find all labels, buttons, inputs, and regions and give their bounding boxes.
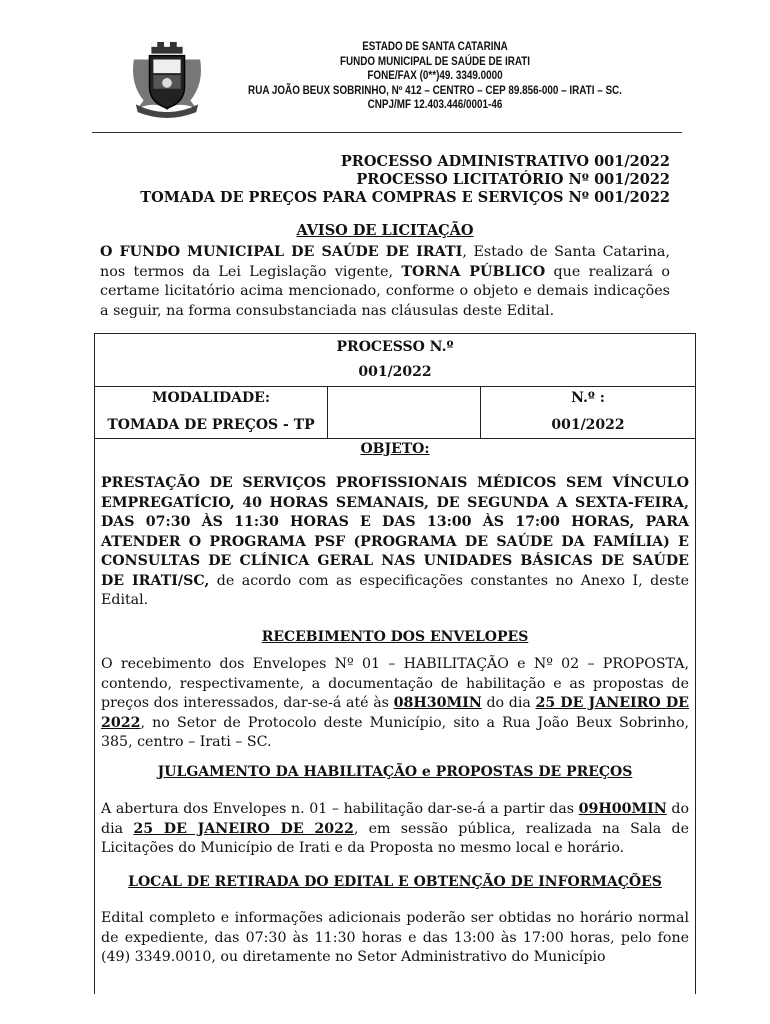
process-label: PROCESSO N.º — [336, 339, 454, 355]
coat-of-arms-icon — [128, 40, 206, 118]
tomada-precos: TOMADA DE PREÇOS PARA COMPRAS E SERVIÇOS Nº 001/2022 — [140, 189, 670, 206]
intro-text-1: , Estado de Santa Catarina, nos termos da Lei Legislação vigente, — [100, 244, 670, 280]
process-value: 001/2022 — [358, 364, 432, 380]
intro-bold-1: O FUNDO MUNICIPAL DE SAÚDE DE IRATI — [100, 244, 463, 260]
cnpj: CNPJ/MF 12.403.446/0001-46 — [367, 99, 503, 111]
header-divider — [92, 132, 682, 133]
intro-bold-2: TORNA PÚBLICO — [401, 263, 546, 280]
modality-cell — [95, 386, 328, 438]
object-bold: PRESTAÇÃO DE SERVIÇOS PROFISSIONAIS MÉDICOS SEM VÍNCULO EMPREGATÍCIO, 40 HORAS SEMANAIS, DE SEGUNDA A SEXTA-FEIRA, DAS 07:30 ÀS 11:30 HORAS E DAS 13:00 ÀS 17:00 HORAS, PARA ATENDER O PROGRAMA PSF (PROGRAMA DE SAÚDE DA FAMÍLIA) E CONSULTAS DE CLÍNICA GERAL NAS UNIDADES BÁSICAS DE SAÚDE DE IRATI/SC, — [101, 475, 689, 589]
letterhead — [0, 36, 770, 136]
envelopes-text — [101, 655, 689, 753]
object-rest: de acordo com as especificações constantes no Anexo I, deste Edital. — [101, 572, 689, 608]
process-row — [95, 334, 695, 387]
notice-title: AVISO DE LICITAÇÃO — [296, 222, 474, 239]
judgment-text — [101, 800, 689, 859]
envelopes-text-3: , no Setor de Protocolo deste Município, sito a Rua João Beux Sobrinho, 385, centro – Irati – SC. — [101, 714, 689, 750]
process-admin: PROCESSO ADMINISTRATIVO 001/2022 — [340, 153, 670, 170]
object-title: OBJETO: — [360, 441, 430, 457]
envelopes-title: RECEBIMENTO DOS ENVELOPES — [261, 629, 529, 645]
modality-label: MODALIDADE: — [151, 390, 271, 406]
judgment-title: JULGAMENTO DA HABILITAÇÃO e PROPOSTAS DE PREÇOS — [157, 764, 633, 780]
judgment-text-2: do dia — [101, 801, 689, 837]
notice-box — [94, 333, 696, 994]
judgment-text-3: , em sessão pública, realizada na Sala de Licitações do Município de Irati e da Proposta no mesmo local e horário. — [101, 820, 689, 856]
number-label: N.º : — [571, 390, 605, 406]
number-value: 001/2022 — [551, 417, 625, 433]
fund-name: FUNDO MUNICIPAL DE SAÚDE DE IRATI — [339, 55, 531, 68]
modality-row — [95, 386, 695, 439]
state-name: ESTADO DE SANTA CATARINA — [362, 41, 508, 53]
envelopes-text-2: do dia — [481, 695, 536, 711]
judgment-text-1: A abertura dos Envelopes n. 01 – habilitação dar-se-á a partir das — [101, 801, 579, 817]
object-text — [101, 474, 689, 611]
edital-text: Edital completo e informações adicionais poderão ser obtidas no horário normal de expediente, das 07:30 às 11:30 horas e das 13:00 às 17:00 horas, pelo fone (49) 3349.0010, ou diretamente no Setor Administrativo do Município — [101, 910, 689, 965]
judgment-time: 09H00MIN — [578, 801, 667, 817]
edital-title: LOCAL DE RETIRADA DO EDITAL E OBTENÇÃO DE INFORMAÇÕES — [128, 874, 662, 890]
process-licit: PROCESSO LICITATÓRIO Nº 001/2022 — [356, 171, 670, 188]
intro-text-2: que realizará o certame licitatório acima mencionado, conforme o objeto e demais indicações a seguir, na forma consubstanciada nas cláusulas deste Edital. — [100, 263, 670, 319]
envelopes-text-1: O recebimento dos Envelopes Nº 01 – HABILITAÇÃO e Nº 02 – PROPOSTA, contendo, respectivamente, a documentação de habilitação e as propostas de preços dos interessados, dar-se-á até às — [101, 656, 689, 711]
judgment-date: 25 DE JANEIRO DE 2022 — [133, 820, 354, 837]
number-cell — [481, 386, 695, 438]
empty-cell — [328, 386, 481, 438]
phone-fax: FONE/FAX (0**)49. 3349.0000 — [367, 70, 503, 82]
process-heading — [140, 153, 670, 207]
address: RUA JOÃO BEUX SOBRINHO, Nº 412 – CENTRO – CEP 89.856-000 – IRATI – SC. — [248, 84, 622, 97]
modality-value: TOMADA DE PREÇOS - TP — [107, 417, 315, 433]
letterhead-lines — [233, 40, 637, 113]
envelopes-time: 08H30MIN — [393, 695, 482, 711]
envelopes-date: 25 DE JANEIRO DE 2022 — [101, 695, 689, 731]
notice-intro — [100, 243, 670, 321]
